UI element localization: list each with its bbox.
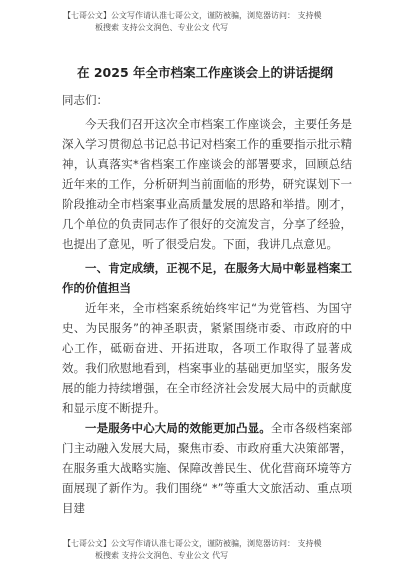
header-line-2: 板搜索 支持公文润色、专业公文 代写 (95, 23, 229, 32)
document-body (62, 90, 352, 518)
salutation: 同志们： (62, 93, 108, 107)
page-header (0, 10, 410, 34)
paragraph-service (62, 418, 352, 518)
document-title: 在 2025 年全市档案工作座谈会上的讲话提纲 (77, 65, 333, 80)
footer-line-2: 板搜索 支持公文润色、专业公文 代写 (95, 551, 229, 560)
page-footer (0, 538, 410, 562)
paragraph-achievements: 近年来，全市档案系统始终牢记“为党管档、为国守史、为民服务”的神圣职责，紧紧围绕市委、市政府的中心工作，砥砺奋进、开拓进取，各项工作取得了显著成效。我们欣慰地看到，档案事业的基础更加坚实，服务发展的能力持续增强，在全市经济社会发展大局中的贡献度和显示度不断提升。 (62, 301, 352, 415)
paragraph-intro: 今天我们召开这次全市档案工作座谈会，主要任务是深入学习贯彻总书记总书记对档案工作的重要指示批示精神，认真落实*省档案工作座谈会的部署要求，回顾总结近年来的工作，分析研判当前面临的形势，研究谋划下一阶段推动全市档案事业高质量发展的思路和举措。刚才，几个单位的负责同志作了很好的交流发言，分享了经验，也提出了意见，听了很受启发。下面，我讲几点意见。 (62, 117, 352, 251)
footer-line-1: 【七哥公文】公文写作请认准七哥公文，谨防被骗，浏览器访问： 支持模 (63, 539, 322, 548)
paragraph-lead: 一是服务中心大局的效能更加凸显。 (85, 421, 271, 435)
header-line-1: 【七哥公文】公文写作请认准七哥公文，谨防被骗，浏览器访问： 支持模 (63, 11, 322, 20)
section-heading-1: 一、肯定成绩，正视不足，在服务大局中彰显档案工作的价值担当 (62, 261, 352, 295)
paragraph-text: 全市各级档案部门主动融入发展大局，聚焦市委、市政府重大决策部署，在服务重大战略实施、保障改善民生、优化营商环境等方面展现了新作为。我们围绕“ *”等重大文旅活动、重点项目建 (62, 421, 353, 515)
